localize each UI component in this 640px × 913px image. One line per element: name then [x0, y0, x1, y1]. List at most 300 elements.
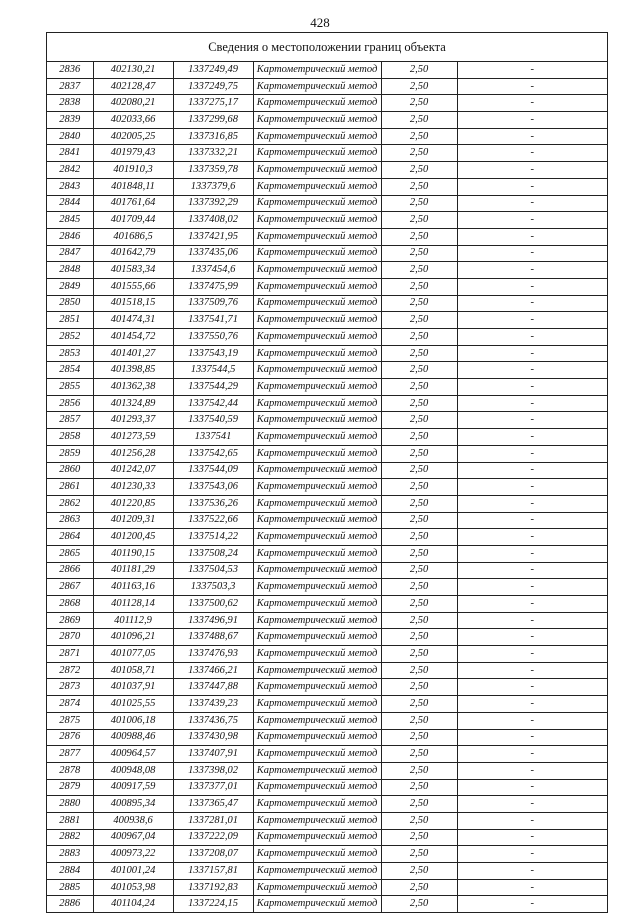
- point-number-cell: 2846: [47, 228, 93, 245]
- y-coordinate-cell: 1337299,68: [173, 112, 253, 129]
- y-coordinate-cell: 1337514,22: [173, 529, 253, 546]
- point-number-cell: 2865: [47, 545, 93, 562]
- table-row: [47, 412, 607, 429]
- table-row: [47, 562, 607, 579]
- y-coordinate-cell: 1337408,02: [173, 212, 253, 229]
- x-coordinate-cell: 401362,38: [93, 379, 173, 396]
- accuracy-cell: 2,50: [381, 863, 457, 880]
- accuracy-cell: 2,50: [381, 846, 457, 863]
- table-row: [47, 112, 607, 129]
- x-coordinate-cell: 401104,24: [93, 896, 173, 912]
- x-coordinate-cell: 401555,66: [93, 278, 173, 295]
- point-number-cell: 2863: [47, 512, 93, 529]
- method-cell: Картометрический метод: [253, 629, 381, 646]
- method-cell: Картометрический метод: [253, 329, 381, 346]
- table-row: [47, 863, 607, 880]
- table-row: [47, 362, 607, 379]
- point-number-cell: 2866: [47, 562, 93, 579]
- table-row: [47, 345, 607, 362]
- note-cell: -: [457, 662, 607, 679]
- accuracy-cell: 2,50: [381, 228, 457, 245]
- method-cell: Картометрический метод: [253, 812, 381, 829]
- y-coordinate-cell: 1337439,23: [173, 696, 253, 713]
- table-row: [47, 796, 607, 813]
- point-number-cell: 2859: [47, 445, 93, 462]
- table-row: [47, 545, 607, 562]
- point-number-cell: 2853: [47, 345, 93, 362]
- accuracy-cell: 2,50: [381, 212, 457, 229]
- table-row: [47, 479, 607, 496]
- y-coordinate-cell: 1337379,6: [173, 178, 253, 195]
- x-coordinate-cell: 401190,15: [93, 545, 173, 562]
- method-cell: Картометрический метод: [253, 112, 381, 129]
- y-coordinate-cell: 1337436,75: [173, 712, 253, 729]
- point-number-cell: 2868: [47, 596, 93, 613]
- method-cell: Картометрический метод: [253, 212, 381, 229]
- x-coordinate-cell: 402080,21: [93, 95, 173, 112]
- accuracy-cell: 2,50: [381, 495, 457, 512]
- boundary-points-table: [47, 62, 607, 912]
- point-number-cell: 2840: [47, 128, 93, 145]
- note-cell: -: [457, 529, 607, 546]
- accuracy-cell: 2,50: [381, 545, 457, 562]
- note-cell: -: [457, 278, 607, 295]
- x-coordinate-cell: 401761,64: [93, 195, 173, 212]
- method-cell: Картометрический метод: [253, 312, 381, 329]
- x-coordinate-cell: 401128,14: [93, 596, 173, 613]
- table-row: [47, 529, 607, 546]
- point-number-cell: 2874: [47, 696, 93, 713]
- accuracy-cell: 2,50: [381, 462, 457, 479]
- method-cell: Картометрический метод: [253, 545, 381, 562]
- note-cell: -: [457, 62, 607, 78]
- accuracy-cell: 2,50: [381, 145, 457, 162]
- y-coordinate-cell: 1337542,44: [173, 395, 253, 412]
- x-coordinate-cell: 401077,05: [93, 646, 173, 663]
- note-cell: -: [457, 812, 607, 829]
- note-cell: -: [457, 863, 607, 880]
- x-coordinate-cell: 400948,08: [93, 762, 173, 779]
- method-cell: Картометрический метод: [253, 712, 381, 729]
- note-cell: -: [457, 362, 607, 379]
- y-coordinate-cell: 1337476,93: [173, 646, 253, 663]
- point-number-cell: 2877: [47, 746, 93, 763]
- table-row: [47, 462, 607, 479]
- note-cell: -: [457, 495, 607, 512]
- point-number-cell: 2882: [47, 829, 93, 846]
- accuracy-cell: 2,50: [381, 762, 457, 779]
- accuracy-cell: 2,50: [381, 445, 457, 462]
- y-coordinate-cell: 1337544,29: [173, 379, 253, 396]
- point-number-cell: 2836: [47, 62, 93, 78]
- method-cell: Картометрический метод: [253, 178, 381, 195]
- table-row: [47, 212, 607, 229]
- y-coordinate-cell: 1337500,62: [173, 596, 253, 613]
- point-number-cell: 2858: [47, 429, 93, 446]
- accuracy-cell: 2,50: [381, 412, 457, 429]
- y-coordinate-cell: 1337275,17: [173, 95, 253, 112]
- note-cell: -: [457, 679, 607, 696]
- note-cell: -: [457, 78, 607, 95]
- page-number: 428: [310, 15, 330, 30]
- table-row: [47, 95, 607, 112]
- table-row: [47, 779, 607, 796]
- point-number-cell: 2852: [47, 329, 93, 346]
- accuracy-cell: 2,50: [381, 128, 457, 145]
- note-cell: -: [457, 379, 607, 396]
- note-cell: -: [457, 596, 607, 613]
- y-coordinate-cell: 1337475,99: [173, 278, 253, 295]
- point-number-cell: 2843: [47, 178, 93, 195]
- note-cell: -: [457, 395, 607, 412]
- note-cell: -: [457, 629, 607, 646]
- x-coordinate-cell: 401273,59: [93, 429, 173, 446]
- y-coordinate-cell: 1337430,98: [173, 729, 253, 746]
- method-cell: Картометрический метод: [253, 78, 381, 95]
- accuracy-cell: 2,50: [381, 629, 457, 646]
- x-coordinate-cell: 401518,15: [93, 295, 173, 312]
- point-number-cell: 2873: [47, 679, 93, 696]
- note-cell: -: [457, 95, 607, 112]
- y-coordinate-cell: 1337224,15: [173, 896, 253, 912]
- x-coordinate-cell: 401053,98: [93, 879, 173, 896]
- x-coordinate-cell: 401686,5: [93, 228, 173, 245]
- x-coordinate-cell: 401454,72: [93, 329, 173, 346]
- table-row: [47, 729, 607, 746]
- table-row: [47, 579, 607, 596]
- x-coordinate-cell: 401230,33: [93, 479, 173, 496]
- accuracy-cell: 2,50: [381, 529, 457, 546]
- point-number-cell: 2872: [47, 662, 93, 679]
- y-coordinate-cell: 1337192,83: [173, 879, 253, 896]
- y-coordinate-cell: 1337454,6: [173, 262, 253, 279]
- method-cell: Картометрический метод: [253, 295, 381, 312]
- y-coordinate-cell: 1337503,3: [173, 579, 253, 596]
- point-number-cell: 2861: [47, 479, 93, 496]
- note-cell: -: [457, 178, 607, 195]
- method-cell: Картометрический метод: [253, 612, 381, 629]
- note-cell: -: [457, 512, 607, 529]
- x-coordinate-cell: 401096,21: [93, 629, 173, 646]
- table-row: [47, 395, 607, 412]
- table-row: [47, 379, 607, 396]
- method-cell: Картометрический метод: [253, 495, 381, 512]
- method-cell: Картометрический метод: [253, 679, 381, 696]
- point-number-cell: 2839: [47, 112, 93, 129]
- point-number-cell: 2883: [47, 846, 93, 863]
- x-coordinate-cell: 401583,34: [93, 262, 173, 279]
- note-cell: -: [457, 545, 607, 562]
- note-cell: -: [457, 128, 607, 145]
- point-number-cell: 2870: [47, 629, 93, 646]
- y-coordinate-cell: 1337504,53: [173, 562, 253, 579]
- point-number-cell: 2881: [47, 812, 93, 829]
- table-row: [47, 162, 607, 179]
- accuracy-cell: 2,50: [381, 662, 457, 679]
- method-cell: Картометрический метод: [253, 529, 381, 546]
- table-row: [47, 495, 607, 512]
- point-number-cell: 2855: [47, 379, 93, 396]
- method-cell: Картометрический метод: [253, 345, 381, 362]
- x-coordinate-cell: 402130,21: [93, 62, 173, 78]
- accuracy-cell: 2,50: [381, 812, 457, 829]
- x-coordinate-cell: 401642,79: [93, 245, 173, 262]
- note-cell: -: [457, 412, 607, 429]
- accuracy-cell: 2,50: [381, 295, 457, 312]
- x-coordinate-cell: 401181,29: [93, 562, 173, 579]
- note-cell: -: [457, 145, 607, 162]
- y-coordinate-cell: 1337496,91: [173, 612, 253, 629]
- x-coordinate-cell: 401220,85: [93, 495, 173, 512]
- y-coordinate-cell: 1337509,76: [173, 295, 253, 312]
- y-coordinate-cell: 1337316,85: [173, 128, 253, 145]
- table-row: [47, 679, 607, 696]
- point-number-cell: 2875: [47, 712, 93, 729]
- x-coordinate-cell: 401163,16: [93, 579, 173, 596]
- point-number-cell: 2844: [47, 195, 93, 212]
- accuracy-cell: 2,50: [381, 696, 457, 713]
- method-cell: Картометрический метод: [253, 696, 381, 713]
- y-coordinate-cell: 1337541: [173, 429, 253, 446]
- table-row: [47, 262, 607, 279]
- y-coordinate-cell: 1337157,81: [173, 863, 253, 880]
- x-coordinate-cell: 401398,85: [93, 362, 173, 379]
- accuracy-cell: 2,50: [381, 195, 457, 212]
- note-cell: -: [457, 312, 607, 329]
- accuracy-cell: 2,50: [381, 95, 457, 112]
- y-coordinate-cell: 1337543,19: [173, 345, 253, 362]
- accuracy-cell: 2,50: [381, 245, 457, 262]
- method-cell: Картометрический метод: [253, 62, 381, 78]
- method-cell: Картометрический метод: [253, 145, 381, 162]
- method-cell: Картометрический метод: [253, 445, 381, 462]
- note-cell: -: [457, 479, 607, 496]
- table-row: [47, 62, 607, 78]
- point-number-cell: 2848: [47, 262, 93, 279]
- accuracy-cell: 2,50: [381, 896, 457, 912]
- method-cell: Картометрический метод: [253, 195, 381, 212]
- x-coordinate-cell: 401200,45: [93, 529, 173, 546]
- point-number-cell: 2864: [47, 529, 93, 546]
- accuracy-cell: 2,50: [381, 312, 457, 329]
- x-coordinate-cell: 401006,18: [93, 712, 173, 729]
- accuracy-cell: 2,50: [381, 646, 457, 663]
- note-cell: -: [457, 879, 607, 896]
- note-cell: -: [457, 245, 607, 262]
- point-number-cell: 2879: [47, 779, 93, 796]
- table-row: [47, 612, 607, 629]
- x-coordinate-cell: 401293,37: [93, 412, 173, 429]
- x-coordinate-cell: 401324,89: [93, 395, 173, 412]
- boundary-table-sheet: [46, 32, 608, 913]
- method-cell: Картометрический метод: [253, 879, 381, 896]
- table-row: [47, 712, 607, 729]
- point-number-cell: 2885: [47, 879, 93, 896]
- table-row: [47, 696, 607, 713]
- table-row: [47, 746, 607, 763]
- accuracy-cell: 2,50: [381, 379, 457, 396]
- x-coordinate-cell: 402005,25: [93, 128, 173, 145]
- x-coordinate-cell: 401979,43: [93, 145, 173, 162]
- table-title: Сведения о местоположении границ объекта: [47, 33, 607, 62]
- y-coordinate-cell: 1337249,75: [173, 78, 253, 95]
- x-coordinate-cell: 401001,24: [93, 863, 173, 880]
- x-coordinate-cell: 401037,91: [93, 679, 173, 696]
- method-cell: Картометрический метод: [253, 646, 381, 663]
- table-row: [47, 629, 607, 646]
- y-coordinate-cell: 1337543,06: [173, 479, 253, 496]
- point-number-cell: 2845: [47, 212, 93, 229]
- note-cell: -: [457, 329, 607, 346]
- method-cell: Картометрический метод: [253, 245, 381, 262]
- y-coordinate-cell: 1337542,65: [173, 445, 253, 462]
- accuracy-cell: 2,50: [381, 178, 457, 195]
- method-cell: Картометрический метод: [253, 379, 381, 396]
- x-coordinate-cell: 400917,59: [93, 779, 173, 796]
- table-row: [47, 646, 607, 663]
- method-cell: Картометрический метод: [253, 863, 381, 880]
- table-row: [47, 128, 607, 145]
- note-cell: -: [457, 696, 607, 713]
- note-cell: -: [457, 195, 607, 212]
- accuracy-cell: 2,50: [381, 329, 457, 346]
- note-cell: -: [457, 429, 607, 446]
- x-coordinate-cell: 401709,44: [93, 212, 173, 229]
- method-cell: Картометрический метод: [253, 228, 381, 245]
- y-coordinate-cell: 1337540,59: [173, 412, 253, 429]
- y-coordinate-cell: 1337522,66: [173, 512, 253, 529]
- point-number-cell: 2862: [47, 495, 93, 512]
- table-row: [47, 278, 607, 295]
- accuracy-cell: 2,50: [381, 362, 457, 379]
- method-cell: Картометрический метод: [253, 562, 381, 579]
- note-cell: -: [457, 212, 607, 229]
- x-coordinate-cell: 401910,3: [93, 162, 173, 179]
- accuracy-cell: 2,50: [381, 596, 457, 613]
- y-coordinate-cell: 1337208,07: [173, 846, 253, 863]
- note-cell: -: [457, 345, 607, 362]
- x-coordinate-cell: 401209,31: [93, 512, 173, 529]
- y-coordinate-cell: 1337398,02: [173, 762, 253, 779]
- method-cell: Картометрический метод: [253, 278, 381, 295]
- accuracy-cell: 2,50: [381, 345, 457, 362]
- method-cell: Картометрический метод: [253, 429, 381, 446]
- y-coordinate-cell: 1337536,26: [173, 495, 253, 512]
- y-coordinate-cell: 1337435,06: [173, 245, 253, 262]
- x-coordinate-cell: 400895,34: [93, 796, 173, 813]
- point-number-cell: 2841: [47, 145, 93, 162]
- x-coordinate-cell: 401401,27: [93, 345, 173, 362]
- table-row: [47, 512, 607, 529]
- table-row: [47, 228, 607, 245]
- method-cell: Картометрический метод: [253, 128, 381, 145]
- table-row: [47, 245, 607, 262]
- note-cell: -: [457, 796, 607, 813]
- y-coordinate-cell: 1337421,95: [173, 228, 253, 245]
- accuracy-cell: 2,50: [381, 512, 457, 529]
- table-row: [47, 829, 607, 846]
- table-row: [47, 295, 607, 312]
- x-coordinate-cell: 401848,11: [93, 178, 173, 195]
- y-coordinate-cell: 1337365,47: [173, 796, 253, 813]
- note-cell: -: [457, 846, 607, 863]
- table-row: [47, 445, 607, 462]
- method-cell: Картометрический метод: [253, 362, 381, 379]
- table-row: [47, 846, 607, 863]
- method-cell: Картометрический метод: [253, 896, 381, 912]
- x-coordinate-cell: 401112,9: [93, 612, 173, 629]
- accuracy-cell: 2,50: [381, 429, 457, 446]
- note-cell: -: [457, 896, 607, 912]
- note-cell: -: [457, 729, 607, 746]
- note-cell: -: [457, 462, 607, 479]
- note-cell: -: [457, 228, 607, 245]
- method-cell: Картометрический метод: [253, 846, 381, 863]
- method-cell: Картометрический метод: [253, 262, 381, 279]
- table-row: [47, 429, 607, 446]
- y-coordinate-cell: 1337488,67: [173, 629, 253, 646]
- table-row: [47, 78, 607, 95]
- y-coordinate-cell: 1337447,88: [173, 679, 253, 696]
- method-cell: Картометрический метод: [253, 779, 381, 796]
- method-cell: Картометрический метод: [253, 729, 381, 746]
- x-coordinate-cell: 401256,28: [93, 445, 173, 462]
- accuracy-cell: 2,50: [381, 829, 457, 846]
- y-coordinate-cell: 1337377,01: [173, 779, 253, 796]
- accuracy-cell: 2,50: [381, 879, 457, 896]
- x-coordinate-cell: 402033,66: [93, 112, 173, 129]
- method-cell: Картометрический метод: [253, 462, 381, 479]
- point-number-cell: 2837: [47, 78, 93, 95]
- y-coordinate-cell: 1337466,21: [173, 662, 253, 679]
- accuracy-cell: 2,50: [381, 796, 457, 813]
- method-cell: Картометрический метод: [253, 162, 381, 179]
- y-coordinate-cell: 1337544,5: [173, 362, 253, 379]
- method-cell: Картометрический метод: [253, 796, 381, 813]
- y-coordinate-cell: 1337392,29: [173, 195, 253, 212]
- table-body: [47, 62, 607, 912]
- note-cell: -: [457, 712, 607, 729]
- accuracy-cell: 2,50: [381, 278, 457, 295]
- note-cell: -: [457, 262, 607, 279]
- x-coordinate-cell: 401025,55: [93, 696, 173, 713]
- accuracy-cell: 2,50: [381, 779, 457, 796]
- point-number-cell: 2857: [47, 412, 93, 429]
- note-cell: -: [457, 646, 607, 663]
- note-cell: -: [457, 746, 607, 763]
- point-number-cell: 2847: [47, 245, 93, 262]
- note-cell: -: [457, 562, 607, 579]
- accuracy-cell: 2,50: [381, 112, 457, 129]
- y-coordinate-cell: 1337550,76: [173, 329, 253, 346]
- y-coordinate-cell: 1337544,09: [173, 462, 253, 479]
- y-coordinate-cell: 1337281,01: [173, 812, 253, 829]
- x-coordinate-cell: 400938,6: [93, 812, 173, 829]
- table-row: [47, 145, 607, 162]
- point-number-cell: 2886: [47, 896, 93, 912]
- method-cell: Картометрический метод: [253, 746, 381, 763]
- table-row: [47, 178, 607, 195]
- table-row: [47, 896, 607, 912]
- x-coordinate-cell: 401058,71: [93, 662, 173, 679]
- accuracy-cell: 2,50: [381, 562, 457, 579]
- x-coordinate-cell: 400973,22: [93, 846, 173, 863]
- point-number-cell: 2850: [47, 295, 93, 312]
- table-row: [47, 662, 607, 679]
- x-coordinate-cell: 401242,07: [93, 462, 173, 479]
- point-number-cell: 2871: [47, 646, 93, 663]
- method-cell: Картометрический метод: [253, 662, 381, 679]
